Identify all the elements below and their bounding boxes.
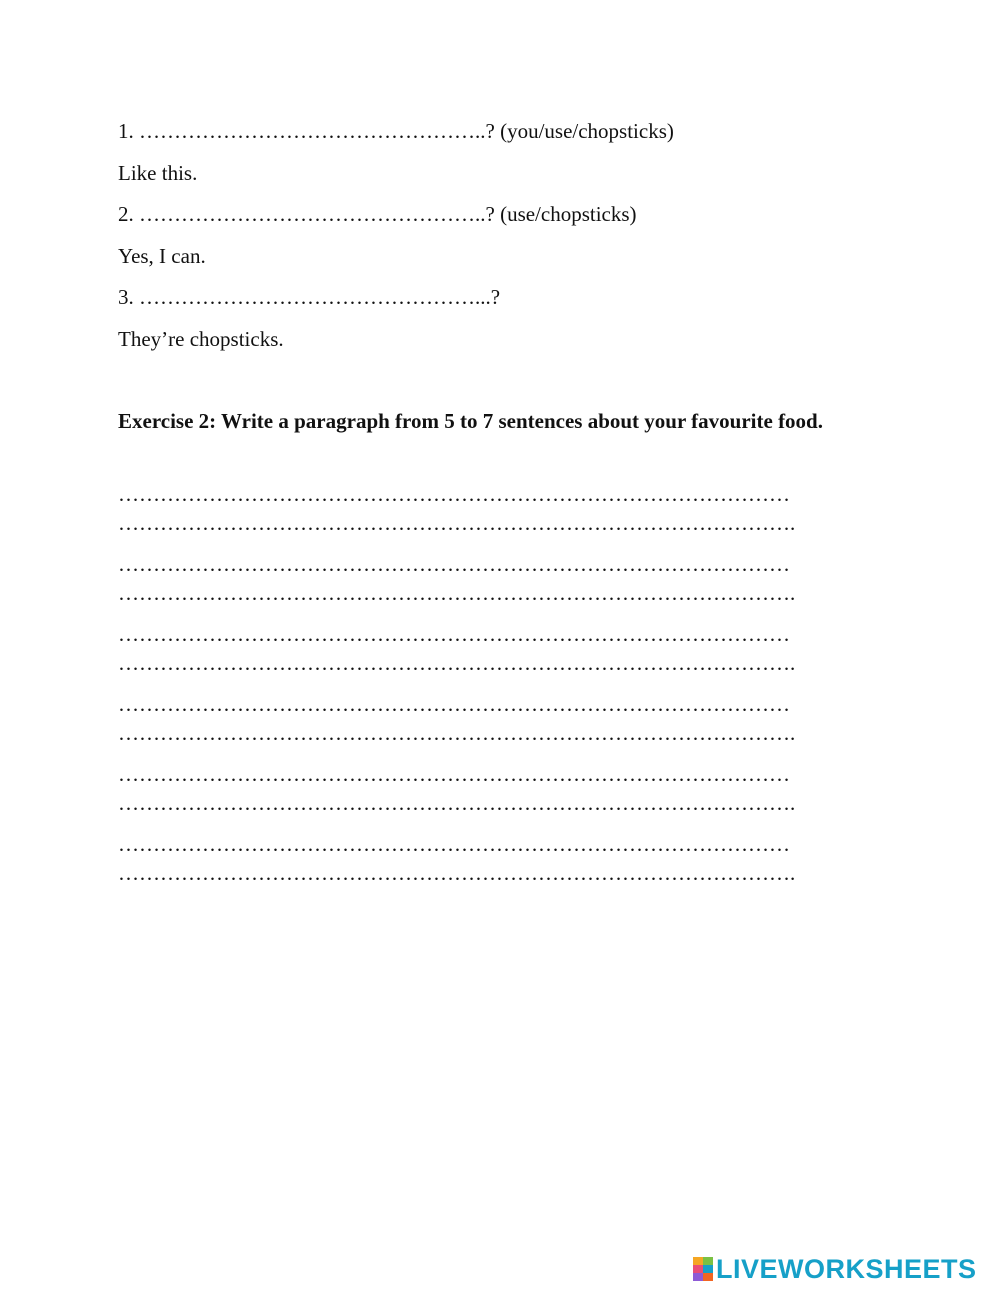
liveworksheets-mark-icon bbox=[693, 1257, 713, 1281]
liveworksheets-wordmark: LIVEWORKSHEETS bbox=[716, 1254, 977, 1284]
writing-line-12[interactable]: ……………………………………………………………………………………. bbox=[118, 861, 796, 885]
writing-line-2[interactable]: ……………………………………………………………………………………. bbox=[118, 511, 796, 535]
question-3-prompt: 3. …………………………………………...? bbox=[118, 285, 501, 309]
mark-cell bbox=[693, 1273, 703, 1281]
writing-line-3[interactable]: …………………………………………………………………………………… bbox=[118, 552, 790, 576]
writing-line-1[interactable]: …………………………………………………………………………………… bbox=[118, 482, 790, 506]
writing-line-7[interactable]: …………………………………………………………………………………… bbox=[118, 692, 790, 716]
writing-line-10[interactable]: ……………………………………………………………………………………. bbox=[118, 791, 796, 815]
exercise-2-heading: Exercise 2: Write a paragraph from 5 to 7 sentences about your favourite food. bbox=[118, 409, 823, 433]
liveworksheets-logo[interactable] bbox=[693, 1254, 977, 1284]
mark-cell bbox=[703, 1257, 713, 1265]
question-1-answer: Like this. bbox=[118, 161, 198, 185]
mark-cell bbox=[693, 1257, 703, 1265]
writing-line-9[interactable]: …………………………………………………………………………………… bbox=[118, 762, 790, 786]
question-1-prompt: 1. …………………………………………..? (you/use/chopsticks) bbox=[118, 119, 674, 143]
writing-line-5[interactable]: …………………………………………………………………………………… bbox=[118, 622, 790, 646]
question-2-answer: Yes, I can. bbox=[118, 244, 206, 268]
mark-cell bbox=[693, 1265, 703, 1273]
mark-cell bbox=[703, 1273, 713, 1281]
writing-line-8[interactable]: ……………………………………………………………………………………. bbox=[118, 721, 796, 745]
question-2-prompt: 2. …………………………………………..? (use/chopsticks) bbox=[118, 202, 637, 226]
writing-line-6[interactable]: ……………………………………………………………………………………. bbox=[118, 651, 796, 675]
writing-line-4[interactable]: ……………………………………………………………………………………. bbox=[118, 581, 796, 605]
mark-cell bbox=[703, 1265, 713, 1273]
writing-line-11[interactable]: …………………………………………………………………………………… bbox=[118, 832, 790, 856]
question-3-answer: They’re chopsticks. bbox=[118, 327, 284, 351]
